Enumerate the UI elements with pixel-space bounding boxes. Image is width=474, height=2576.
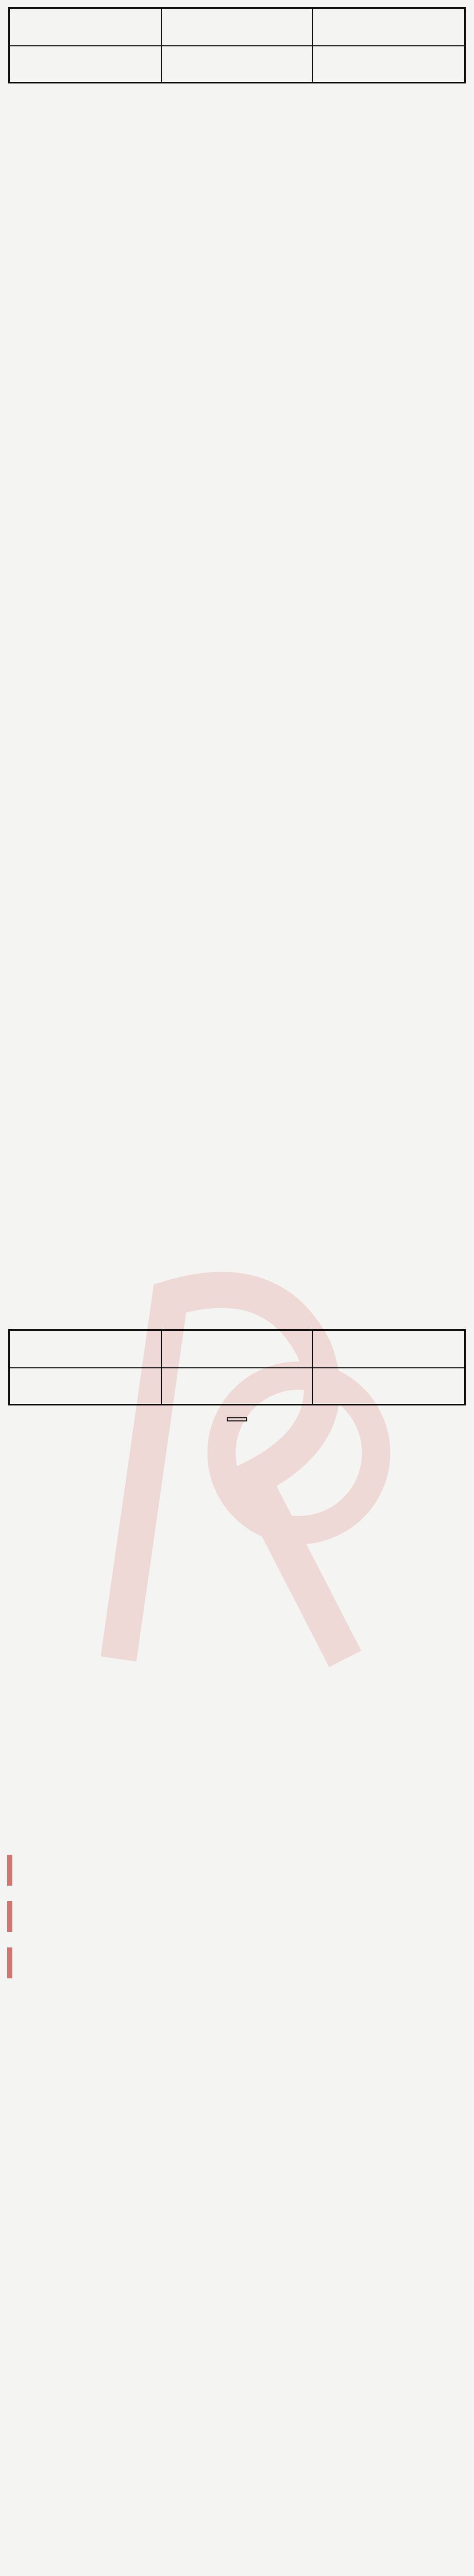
header-time <box>312 46 464 83</box>
header-group <box>10 1331 161 1367</box>
watermark-logo <box>57 1236 417 1700</box>
question-2 <box>12 1437 462 1440</box>
header-group <box>10 9 161 45</box>
header-subject <box>312 1331 464 1367</box>
header-subject <box>312 9 464 45</box>
header-type <box>161 1368 313 1405</box>
header-type <box>161 46 313 83</box>
side-scan-mark <box>4 1855 16 1989</box>
question-3 <box>12 1643 462 1647</box>
objective-header <box>8 7 466 83</box>
section-1-title <box>0 1410 474 1425</box>
header-marks <box>10 1368 161 1405</box>
subjective-header <box>8 1329 466 1405</box>
header-marks <box>10 46 161 83</box>
header-board <box>161 9 313 45</box>
header-time <box>312 1368 464 1405</box>
question-4 <box>12 1875 462 1878</box>
header-board <box>161 1331 313 1367</box>
